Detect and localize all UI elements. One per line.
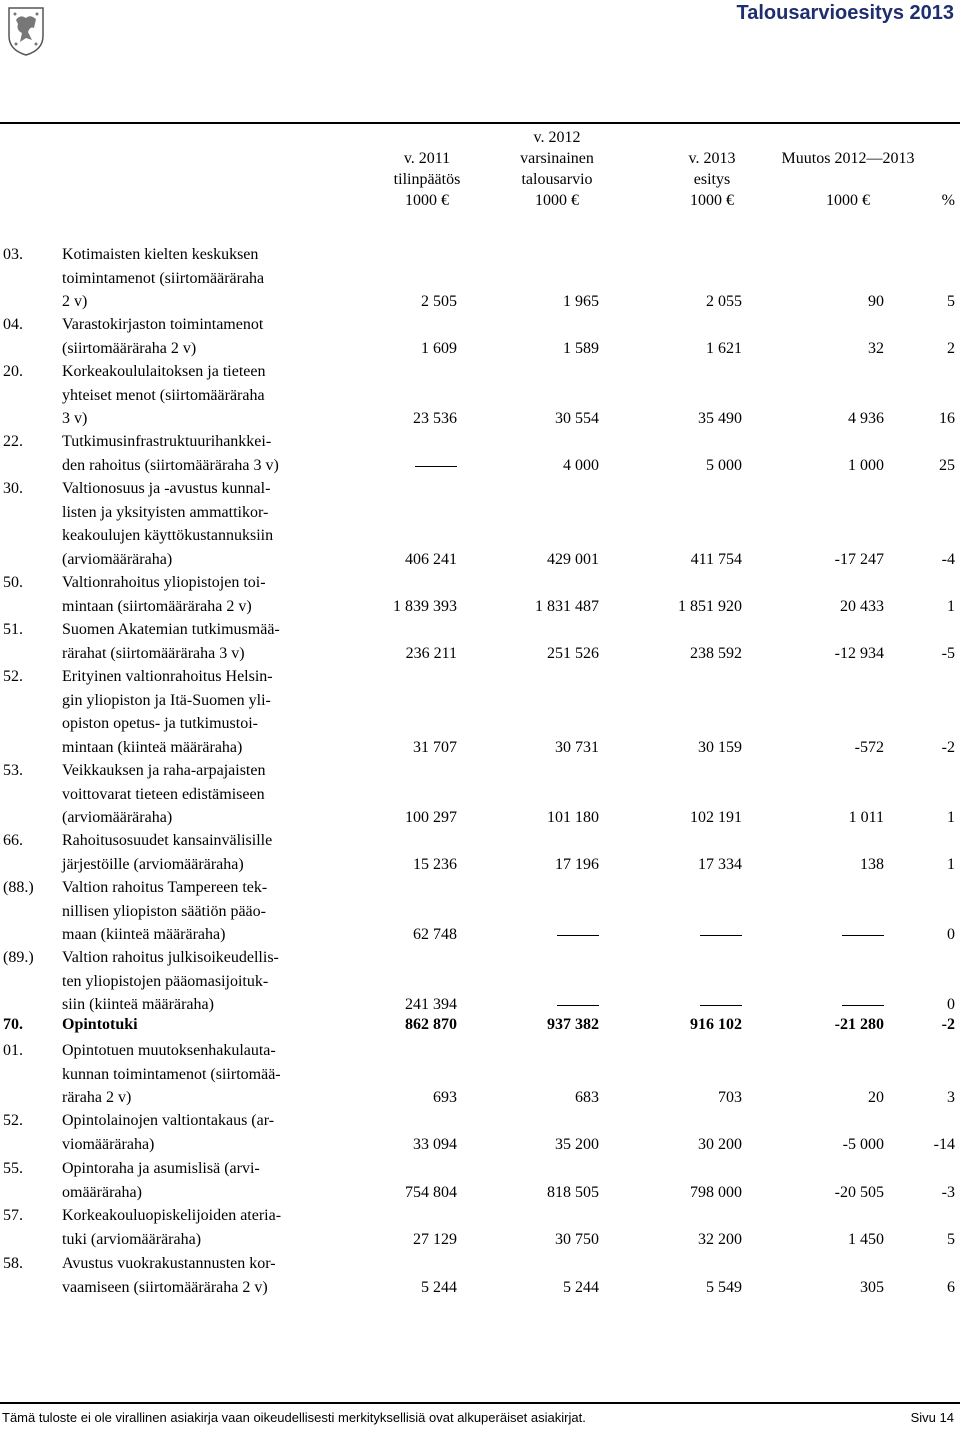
row-description-line: 2 v) (62, 293, 88, 311)
row-description-line: Opintotuki (62, 1016, 138, 1033)
row-description-line: mintaan (siirtomääräraha 2 v) (62, 597, 252, 615)
row-description-line: Opintoraha ja asumislisä (arvi- (62, 1160, 260, 1177)
row-description-line: toimintamenot (siirtomääräraha (62, 269, 265, 287)
row-value: 2 505 (421, 293, 457, 311)
row-value: 798 000 (690, 1183, 742, 1201)
row-description-line: Korkeakoululaitoksen ja tieteen (62, 363, 266, 380)
column-header: tilinpäätös (393, 171, 461, 188)
row-value: 30 731 (555, 738, 599, 756)
row-value: 683 (575, 1089, 599, 1107)
column-header: v. 2011 (403, 150, 451, 167)
row-value: -572 (854, 738, 884, 756)
row-description-line: Valtionrahoitus yliopistojen toi- (62, 574, 266, 591)
row-value: 1 (947, 809, 955, 827)
row-description-line: (arviomääräraha) (62, 809, 173, 827)
row-value: 1 609 (421, 339, 457, 357)
empty-value-dash (557, 935, 599, 936)
column-header: 1000 € (405, 192, 449, 209)
row-description-line: järjestöille (arviomääräraha) (62, 855, 244, 873)
row-value: 1 965 (563, 293, 599, 311)
row-description (62, 571, 322, 618)
row-description (62, 1252, 322, 1299)
row-description-line: Valtionosuus ja -avustus kunnal- (62, 480, 271, 497)
row-description (62, 1109, 322, 1156)
row-description-line: omääräraha) (62, 1183, 142, 1201)
row-value: 0 (947, 926, 955, 944)
row-value: 238 592 (690, 644, 742, 662)
row-value: -2 (941, 738, 955, 756)
row-description-line: 3 v) (62, 410, 88, 428)
footer-rule (0, 1402, 960, 1404)
row-value: -2 (941, 1016, 955, 1033)
row-value: 62 748 (413, 926, 457, 944)
header-rule (0, 122, 960, 124)
row-value: 754 804 (405, 1183, 457, 1201)
column-header: Muutos 2012—2013 (781, 150, 915, 167)
row-description (62, 876, 322, 947)
row-value: 17 334 (698, 855, 742, 873)
row-code: 04. (3, 316, 23, 333)
row-value: -4 (941, 550, 955, 568)
row-description-line: vaamiseen (siirtomääräraha 2 v) (62, 1278, 268, 1296)
row-code: (88.) (3, 879, 34, 896)
row-value: -3 (941, 1183, 955, 1201)
row-description-line: räraha 2 v) (62, 1089, 132, 1107)
row-value: 30 159 (698, 738, 742, 756)
row-description (62, 360, 322, 431)
row-code: 22. (3, 433, 23, 450)
row-value: 32 (868, 339, 884, 357)
row-description-line: Tutkimusinfrastruktuurihankkei- (62, 433, 272, 450)
row-value: 703 (718, 1089, 742, 1107)
row-description-line: rärahat (siirtomääräraha 3 v) (62, 644, 245, 662)
row-code: 30. (3, 480, 23, 497)
empty-value-dash (700, 935, 742, 936)
row-value: 1 011 (848, 809, 884, 827)
row-value: 406 241 (405, 550, 457, 568)
document-title: Talousarvioesitys 2013 (736, 2, 954, 24)
row-value: 1 450 (848, 1230, 884, 1248)
row-description-line: mintaan (kiinteä määräraha) (62, 738, 243, 756)
column-header: 1000 € (690, 192, 734, 209)
row-code: 58. (3, 1255, 23, 1272)
row-value: 5 (947, 293, 955, 311)
row-code: 50. (3, 574, 23, 591)
row-code: 52. (3, 668, 23, 685)
row-value: 100 297 (405, 809, 457, 827)
row-value: 1 589 (563, 339, 599, 357)
row-value: 102 191 (690, 809, 742, 827)
page-number: Sivu 14 (910, 1410, 954, 1425)
row-code: 03. (3, 246, 23, 263)
row-value: 30 750 (555, 1230, 599, 1248)
row-value: 1 621 (706, 339, 742, 357)
row-description-line: Korkeakouluopiskelijoiden ateria- (62, 1207, 282, 1224)
column-header: v. 2012 (533, 129, 581, 146)
row-code: 70. (3, 1016, 23, 1033)
row-description-line: yhteiset menot (siirtomääräraha (62, 386, 265, 404)
row-code: 66. (3, 832, 23, 849)
row-description-line: Valtion rahoitus Tampereen tek- (62, 879, 268, 896)
row-code: 57. (3, 1207, 23, 1224)
row-value: 5 549 (706, 1278, 742, 1296)
row-value: 1 839 393 (393, 597, 457, 615)
row-value: 6 (947, 1278, 955, 1296)
row-description-line: (siirtomääräraha 2 v) (62, 339, 197, 357)
empty-value-dash (700, 1005, 742, 1006)
row-description-line: keakoulujen käyttökustannuksiin (62, 527, 274, 545)
row-code: 55. (3, 1160, 23, 1177)
row-description-line: voittovarat tieteen edistämiseen (62, 785, 265, 803)
row-value: -5 000 (842, 1135, 884, 1153)
row-description (62, 430, 322, 477)
row-value: 35 490 (698, 410, 742, 428)
row-description-line: Kotimaisten kielten keskuksen (62, 246, 259, 263)
row-description (62, 243, 322, 314)
column-header: 1000 € (535, 192, 579, 209)
row-value: 5 244 (563, 1278, 599, 1296)
row-description (62, 313, 322, 360)
row-value: 17 196 (555, 855, 599, 873)
row-description-line: Valtion rahoitus julkisoikeudellis- (62, 949, 279, 966)
row-description-line: Erityinen valtionrahoitus Helsin- (62, 668, 273, 685)
row-code: 51. (3, 621, 23, 638)
row-value: 15 236 (413, 855, 457, 873)
row-value: 20 433 (840, 597, 884, 615)
empty-value-dash (557, 1005, 599, 1006)
row-value: 23 536 (413, 410, 457, 428)
footer-disclaimer: Tämä tuloste ei ole virallinen asiakirja vaan oikeudellisesti merkityksellisiä ovat alkuperäiset asiakirjat. (2, 1410, 586, 1425)
row-description-line: den rahoitus (siirtomääräraha 3 v) (62, 456, 279, 474)
row-description-line: gin yliopiston ja Itä-Suomen yli- (62, 691, 271, 709)
row-value: 862 870 (405, 1016, 457, 1033)
row-value: 305 (860, 1278, 884, 1296)
column-header: 1000 € (826, 192, 870, 209)
row-description-line: tuki (arviomääräraha) (62, 1230, 202, 1248)
row-value: 20 (868, 1089, 884, 1107)
row-value: 138 (860, 855, 884, 873)
row-description (62, 946, 322, 1017)
column-header: esitys (693, 171, 731, 188)
row-description-line: opiston opetus- ja tutkimustoi- (62, 715, 258, 733)
row-value: 693 (433, 1089, 457, 1107)
row-description-line: listen ja yksityisten ammattikor- (62, 503, 269, 521)
row-value: -17 247 (834, 550, 884, 568)
column-header: varsinainen (520, 150, 594, 167)
row-value: 5 244 (421, 1278, 457, 1296)
row-value: 101 180 (547, 809, 599, 827)
row-value: 16 (939, 410, 955, 428)
row-code: 01. (3, 1042, 23, 1059)
row-description-line: kunnan toimintamenot (siirtomää- (62, 1065, 281, 1083)
row-value: 5 (947, 1230, 955, 1248)
row-code: 52. (3, 1112, 23, 1129)
row-value: -5 (941, 644, 955, 662)
row-description-line: ten yliopistojen pääomasijoituk- (62, 972, 269, 990)
row-value: 3 (947, 1089, 955, 1107)
row-description (62, 1039, 322, 1110)
row-description-line: Veikkauksen ja raha-arpajaisten (62, 762, 266, 779)
row-value: 2 (947, 339, 955, 357)
row-value: 1 (947, 855, 955, 873)
row-value: 30 554 (555, 410, 599, 428)
row-description-line: Avustus vuokrakustannusten kor- (62, 1255, 276, 1272)
row-value: 2 055 (706, 293, 742, 311)
row-value: 236 211 (405, 644, 457, 662)
row-value: 5 000 (706, 456, 742, 474)
row-value: 241 394 (405, 996, 457, 1014)
row-value: -21 280 (834, 1016, 884, 1033)
row-description-line: (arviomääräraha) (62, 550, 173, 568)
row-value: -14 (933, 1135, 955, 1153)
row-value: 33 094 (413, 1135, 457, 1153)
row-value: 35 200 (555, 1135, 599, 1153)
row-value: 818 505 (547, 1183, 599, 1201)
row-description (62, 1157, 322, 1204)
row-description (62, 829, 322, 876)
row-description (62, 759, 322, 830)
row-value: 429 001 (547, 550, 599, 568)
row-value: 1 (947, 597, 955, 615)
row-description-line: nillisen yliopiston säätiön pääo- (62, 902, 266, 920)
column-header: v. 2013 (688, 150, 736, 167)
row-value: 31 707 (413, 738, 457, 756)
row-code: 53. (3, 762, 23, 779)
row-value: 1 851 920 (678, 597, 742, 615)
coat-of-arms-icon (6, 6, 46, 56)
row-description (62, 1204, 322, 1251)
row-description-line: Opintolainojen valtiontakaus (ar- (62, 1112, 275, 1129)
row-value: 937 382 (547, 1016, 599, 1033)
row-description-line: viomääräraha) (62, 1135, 155, 1153)
row-value: 27 129 (413, 1230, 457, 1248)
row-code: 20. (3, 363, 23, 380)
row-description (62, 477, 322, 571)
row-value: 32 200 (698, 1230, 742, 1248)
row-value: 1 831 487 (535, 597, 599, 615)
row-description (62, 1013, 322, 1037)
row-description-line: Rahoitusosuudet kansainvälisille (62, 832, 273, 849)
row-value: 4 936 (848, 410, 884, 428)
row-value: 25 (939, 456, 955, 474)
row-description (62, 618, 322, 665)
row-description (62, 665, 322, 759)
row-value: 251 526 (547, 644, 599, 662)
row-description-line: maan (kiinteä määräraha) (62, 926, 226, 944)
row-value: -12 934 (834, 644, 884, 662)
row-value: 30 200 (698, 1135, 742, 1153)
column-header: % (941, 192, 955, 209)
row-value: 411 754 (690, 550, 742, 568)
row-description-line: Varastokirjaston toimintamenot (62, 316, 264, 333)
row-value: 916 102 (690, 1016, 742, 1033)
row-value: 1 000 (848, 456, 884, 474)
row-code: (89.) (3, 949, 34, 966)
row-value: -20 505 (834, 1183, 884, 1201)
row-description-line: siin (kiinteä määräraha) (62, 996, 214, 1014)
row-description-line: Suomen Akatemian tutkimusmää- (62, 621, 280, 638)
row-value: 4 000 (563, 456, 599, 474)
row-description-line: Opintotuen muutoksenhakulauta- (62, 1042, 276, 1059)
column-header: talousarvio (521, 171, 593, 188)
row-value: 90 (868, 293, 884, 311)
row-value: 0 (947, 996, 955, 1014)
